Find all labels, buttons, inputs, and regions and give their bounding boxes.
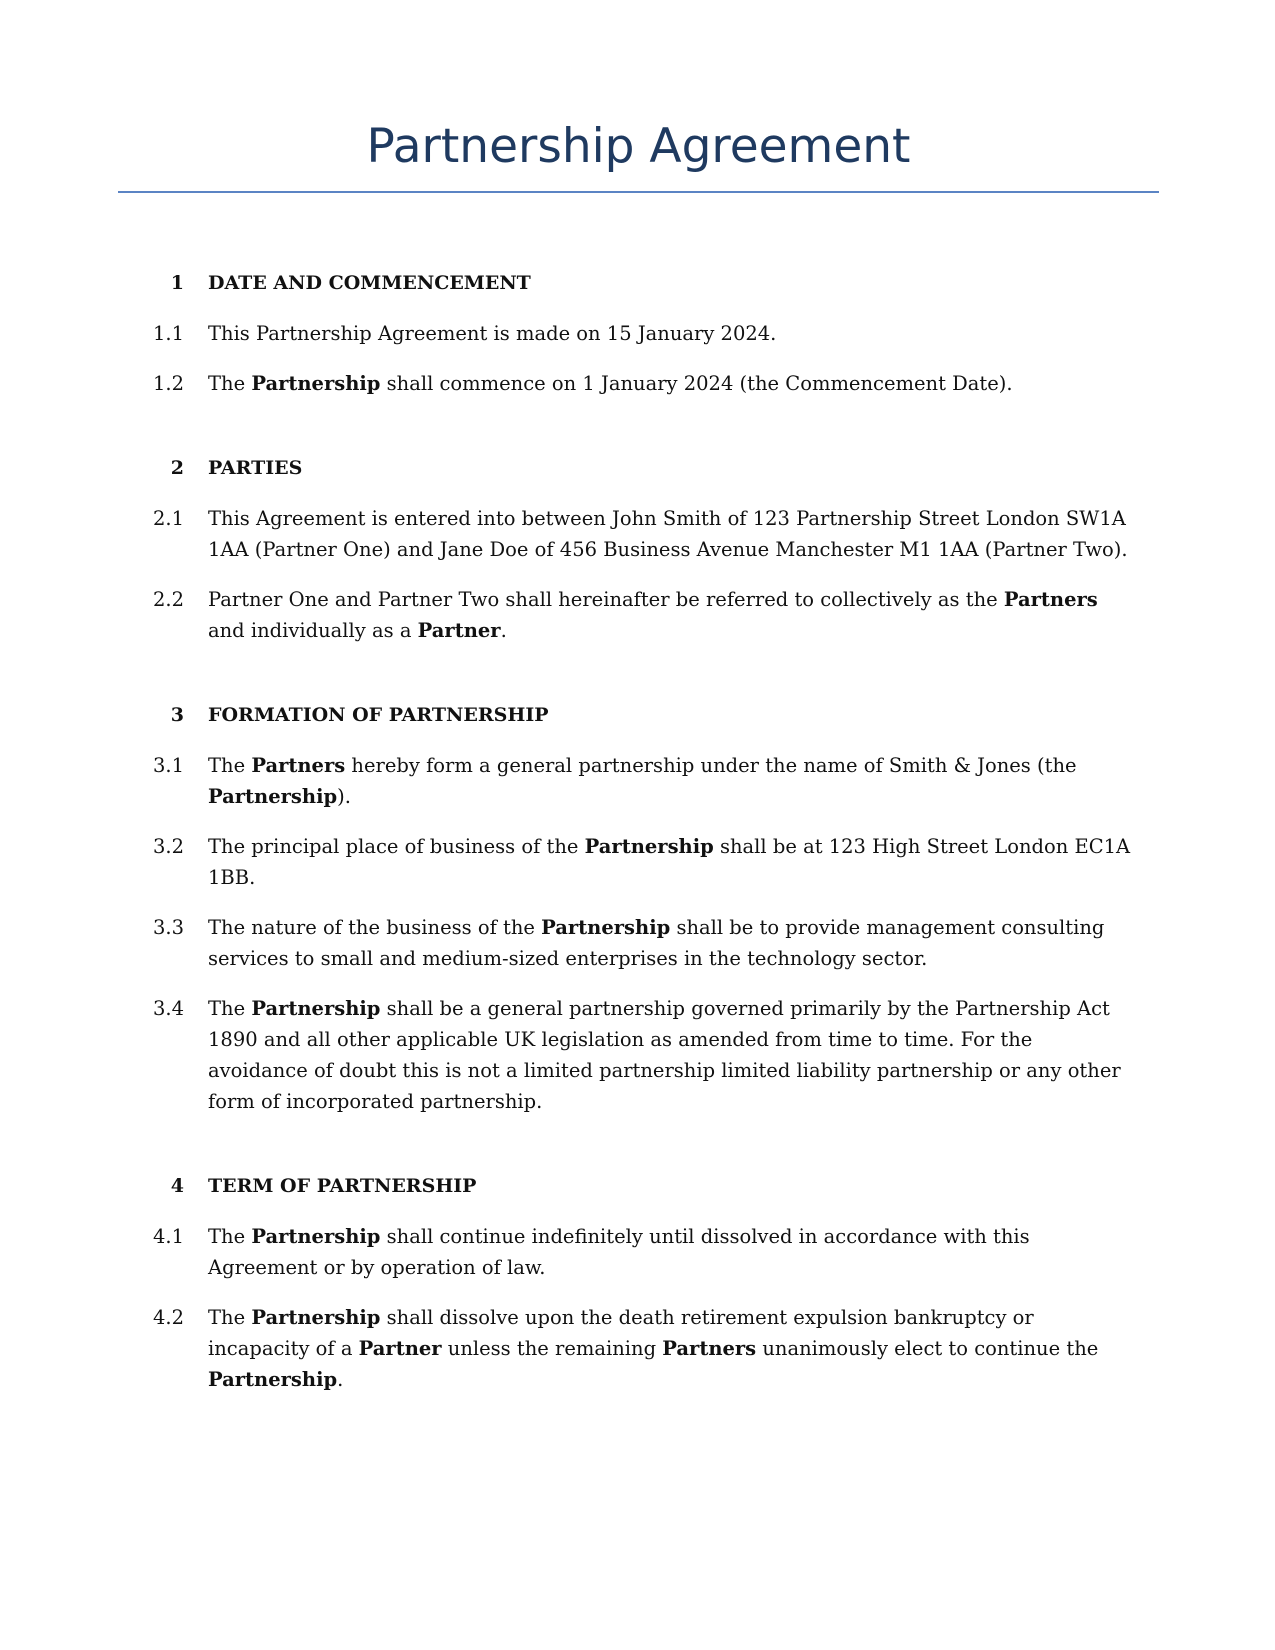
clause-number: 2.1 — [152, 507, 184, 530]
defined-term: Partnership — [541, 916, 671, 939]
clause-text: The nature of the business of the Partnership shall be to provide management consulting services to small and medium-sized enterprises in the technology sector. — [208, 916, 1105, 970]
clause — [0, 1221, 1275, 1283]
defined-term: Partners — [662, 1337, 757, 1360]
clause — [0, 831, 1275, 893]
clause-text: The Partnership shall continue indefinitely until dissolved in accordance with this Agreement or by operation of law. — [208, 1225, 1030, 1279]
clause-number: 1.1 — [152, 322, 184, 345]
section — [0, 700, 1275, 1117]
clause-text: This Partnership Agreement is made on 15 January 2024. — [208, 322, 777, 345]
section-heading-text: FORMATION OF PARTNERSHIP — [208, 704, 549, 726]
clause — [0, 912, 1275, 974]
defined-term: Partnership — [251, 1306, 381, 1329]
clause-text: The principal place of business of the Partnership shall be at 123 High Street London EC1A 1BB. — [208, 835, 1131, 889]
section-heading-text: TERM OF PARTNERSHIP — [208, 1175, 477, 1197]
section — [0, 268, 1275, 399]
clause-text: This Agreement is entered into between John Smith of 123 Partnership Street London SW1A 1AA (Partner One) and Jane Doe of 456 Business Avenue Manchester M1 1AA (Partner Two). — [208, 507, 1128, 561]
title-underline — [118, 191, 1159, 193]
clause-text: Partner One and Partner Two shall hereinafter be referred to collectively as the Partners and individually as a Partner. — [208, 588, 1098, 642]
section — [0, 1171, 1275, 1395]
section-number: 3 — [170, 704, 184, 726]
defined-term: Partnership — [584, 835, 714, 858]
section-number: 2 — [170, 457, 184, 479]
defined-term: Partnership — [251, 372, 381, 395]
clause-number: 1.2 — [152, 372, 184, 395]
clause — [0, 368, 1275, 399]
section — [0, 453, 1275, 646]
clause — [0, 584, 1275, 646]
clause-text: The Partnership shall be a general partnership governed primarily by the Partnership Act 1890 and all other applicable UK legislation as amended from time to time. For the avoidance of doubt this is not a limited partnership limited liability partnership or any other form of incorporated partnership. — [208, 997, 1121, 1113]
clause-number: 3.4 — [152, 997, 184, 1020]
section-number: 4 — [170, 1175, 184, 1197]
section-heading — [0, 268, 1275, 299]
defined-term: Partner — [417, 619, 501, 642]
clause — [0, 503, 1275, 565]
defined-term: Partnership — [251, 1225, 381, 1248]
defined-term: Partners — [1003, 588, 1098, 611]
section-number: 1 — [170, 272, 184, 294]
section-heading — [0, 453, 1275, 484]
section-heading — [0, 1171, 1275, 1202]
clause-number: 3.1 — [152, 754, 184, 777]
section-heading-text: DATE AND COMMENCEMENT — [208, 272, 531, 294]
defined-term: Partnership — [251, 997, 381, 1020]
defined-term: Partnership — [208, 1368, 338, 1391]
clause-text: The Partnership shall dissolve upon the death retirement expulsion bankruptcy or incapacity of a Partner unless the remaining Partners unanimously elect to continue the Partnership. — [208, 1306, 1099, 1391]
clause-number: 2.2 — [152, 588, 184, 611]
defined-term: Partner — [358, 1337, 442, 1360]
clause-number: 4.1 — [152, 1225, 184, 1248]
clause — [0, 1302, 1275, 1395]
defined-term: Partners — [251, 754, 346, 777]
clause-number: 4.2 — [152, 1306, 184, 1329]
clause-text: The Partners hereby form a general partnership under the name of Smith & Jones (the Partnership). — [208, 754, 1077, 808]
document-title: Partnership Agreement — [366, 119, 911, 174]
clause-number: 3.2 — [152, 835, 184, 858]
section-heading — [0, 700, 1275, 731]
defined-term: Partnership — [208, 785, 338, 808]
section-heading-text: PARTIES — [208, 457, 303, 479]
document-body — [0, 268, 1275, 1414]
clause — [0, 993, 1275, 1117]
clause-number: 3.3 — [152, 916, 184, 939]
clause-text: The Partnership shall commence on 1 January 2024 (the Commencement Date). — [208, 372, 1013, 395]
clause — [0, 318, 1275, 349]
clause — [0, 750, 1275, 812]
